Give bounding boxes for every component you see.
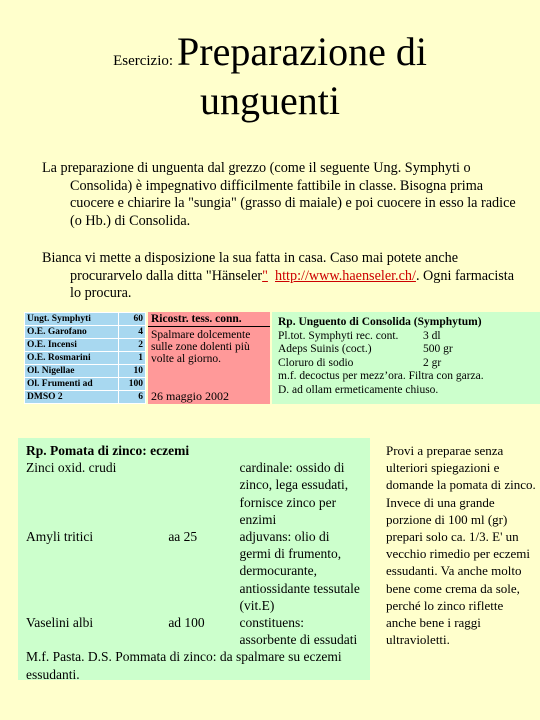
- zinc-item: Amyli tritici: [26, 529, 94, 545]
- page-title: [0, 28, 540, 124]
- zinc-row: [26, 614, 362, 648]
- zinc-note: cardinale: ossido di zinco, lega essudati, fornisce zinco per enzimi: [239, 460, 349, 527]
- intro-paragraph-2: [42, 250, 525, 303]
- zinc-footer: M.f. Pasta. D.S. Pommata di zinco: da spalmare su eczemi essudanti.: [26, 649, 342, 682]
- recipe-item: Pl.tot. Symphyti rec. cont.: [278, 329, 399, 342]
- recipe-qty: 3 dl: [423, 329, 441, 342]
- zinc-qty: ad 100: [168, 615, 205, 631]
- title-line2: unguenti: [200, 78, 340, 123]
- symphyti-ingredient: O.E. Incensi: [25, 339, 119, 352]
- recipe-row: [278, 330, 534, 344]
- recipe-note: m.f. decoctus per mezz’ora. Filtra con garza.: [278, 370, 484, 382]
- haenseler-link[interactable]: http://www.haenseler.ch/: [275, 267, 416, 284]
- zinc-qty: aa 25: [168, 529, 198, 545]
- recipe-row: [278, 357, 534, 371]
- symphyti-row: [25, 313, 146, 326]
- ricostr-title: Ricostr. tess. conn.: [148, 312, 270, 327]
- symphyti-qty: 6: [119, 391, 146, 404]
- ricostr-body: Spalmare dolcemente sulle zone dolenti più volte al giorno.: [151, 329, 251, 365]
- intro-paragraph-1: La preparazione di unguenta dal grezzo (come il seguente Ung. Symphyti o Consolida) è impegnativo difficilmente fattibile in classe. Bisogna prima cuocere e chiarire la "sungia" (grasso di maiale) e poi cuocere in esso la radice (o Hb.) di Consolida.: [42, 160, 516, 229]
- recipe-qty: 500 gr: [423, 343, 453, 355]
- symphyti-qty: 4: [119, 326, 146, 339]
- zinc-note: constituens: assorbente di essudati: [239, 615, 358, 648]
- symphyti-ingredient: Ungt. Symphyti: [25, 313, 119, 326]
- recipe-zinco-title: Rp. Pomata di zinco: eczemi: [26, 443, 190, 458]
- symphyti-row: [25, 326, 146, 339]
- recipe-note: D. ad ollam ermeticamente chiuso.: [278, 383, 439, 396]
- symphyti-qty: 100: [119, 378, 146, 391]
- symphyti-row: [25, 352, 146, 365]
- zinc-qty: [168, 459, 239, 528]
- symphyti-ingredient: Ol. Nigellae: [25, 365, 119, 378]
- recipe-qty: 2 gr: [423, 356, 442, 369]
- recipe-item: Adeps Suinis (coct.): [278, 343, 372, 355]
- symphyti-qty: 10: [119, 365, 146, 378]
- ricostr-date: 26 maggio 2002: [151, 389, 229, 403]
- zinc-row: [26, 459, 362, 528]
- symphyti-row: [25, 391, 146, 404]
- side-note: Provi a preparae senza ulteriori spiegazioni e domande la pomata di zinco. Invece di una grande porzione di 100 ml (gr) prepari solo ca. 1/3. E' un vecchio rimedio per eczemi essudanti. Va anche molto bene come crema da sole, perché lo zinco riflette anche bene i raggi ultravioletti.: [386, 443, 536, 648]
- symphyti-row: [25, 378, 146, 391]
- symphyti-qty: 1: [119, 352, 146, 365]
- ricostr-box: [148, 312, 270, 404]
- zinc-item: Vaselini albi: [26, 615, 94, 631]
- recipe-consolida-title: Rp. Unguento di Consolida (Symphytum): [278, 316, 482, 328]
- recipe-row: [278, 343, 534, 357]
- symphyti-ingredient: DMSO 2: [25, 391, 119, 404]
- zinc-row: [26, 528, 362, 614]
- title-prefix: Esercizio:: [113, 53, 174, 69]
- symphyti-qty: 60: [119, 313, 146, 326]
- zinc-note: adjuvans: olio di germi di frumento, dermocurante, antiossidante tessutale (vit.E): [239, 529, 360, 613]
- intro-text-after: . Ogni farmacista lo procura.: [70, 267, 515, 301]
- symphyti-row: [25, 365, 146, 378]
- intro-text-before: Bianca vi mette a disposizione la sua fatta in casa. Caso mai potete anche procurarvelo dalla ditta "Hänseler: [42, 250, 459, 284]
- symphyti-ingredient: O.E. Garofano: [25, 326, 119, 339]
- symphyti-ingredient: Ol. Frumenti ad: [25, 378, 119, 391]
- symphyti-row: [25, 339, 146, 352]
- zinc-item: Zinci oxid. crudi: [26, 460, 117, 476]
- symphyti-ingredient: O.E. Rosmarini: [25, 352, 119, 365]
- recipe-zinco: [18, 438, 370, 680]
- recipe-consolida: [272, 312, 540, 404]
- link-quote[interactable]: ": [262, 267, 268, 284]
- symphyti-qty: 2: [119, 339, 146, 352]
- title-line1: Preparazione di: [177, 29, 427, 74]
- recipe-item: Cloruro di sodio: [278, 356, 354, 369]
- symphyti-table: [24, 312, 146, 404]
